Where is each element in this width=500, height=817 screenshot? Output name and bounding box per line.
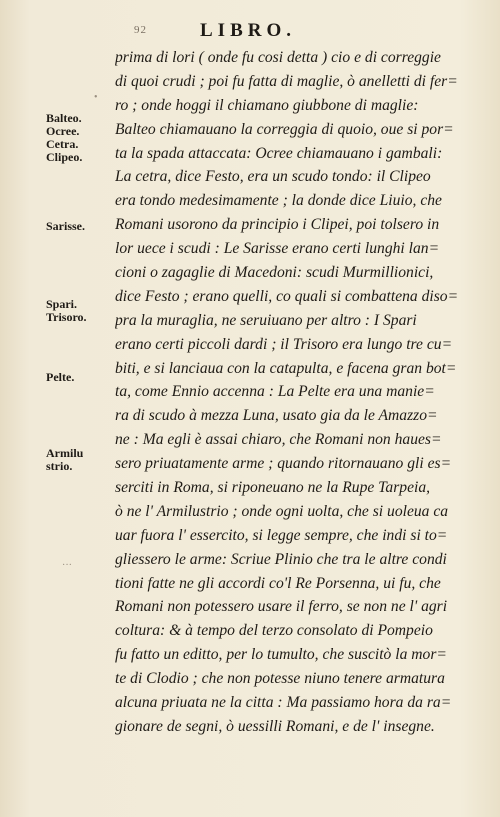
text-line: coltura: & à tempo del terzo consolato di Pompeio: [115, 622, 433, 640]
body-text: [115, 46, 487, 739]
text-line: biti, e si lanciaua con la catapulta, e facena gran bot=: [115, 359, 457, 377]
running-header: [134, 20, 420, 42]
margin-note-line: Clipeo.: [46, 150, 83, 164]
text-line: ta la spada attaccata: Ocree chiamauano i gambali:: [115, 144, 443, 162]
margin-note-line: Spari.: [46, 297, 78, 311]
text-line: di quoi crudi ; poi fu fatta di maglie, ò anelletti di fer=: [115, 72, 458, 90]
margin-note-line: Ocree.: [46, 124, 80, 138]
text-line: gliessero le arme: Scriue Plinio che tra le altre condi: [115, 550, 447, 568]
text-line: era tondo medesimamente ; la donde dice Liuio, che: [115, 192, 442, 210]
text-line: te di Clodio ; che non potesse niuno tenere armatura: [115, 670, 445, 688]
text-line: dice Festo ; erano quelli, co quali si combattena diso=: [115, 287, 459, 305]
margin-note-line: Cetra.: [46, 137, 79, 151]
margin-note-line: Armilu: [46, 446, 84, 460]
margin-note-sarisse: [46, 220, 112, 233]
margin-note-line: Balteo.: [46, 111, 82, 125]
text-line: ra di scudo à mezza Luna, usato gia da le Amazzo=: [115, 407, 438, 425]
ink-mark: •: [94, 92, 98, 103]
text-line: lor uece i scudi : Le Sarisse erano certi lunghi lan=: [115, 240, 440, 258]
text-line: ro ; onde hoggi il chiamano giubbone di maglie:: [115, 96, 419, 114]
text-line: Balteo chiamauano la correggia di quoio, oue si por=: [115, 120, 454, 138]
header-title: LIBRO.: [200, 20, 296, 41]
text-line: gionare de segni, ò uessilli Romani, e de l' insegne.: [115, 717, 435, 735]
margin-note-spari: [46, 298, 112, 324]
text-line: ò ne l' Armilustrio ; onde ogni uolta, che si uoleua ca: [115, 502, 449, 520]
margin-note-line: Sarisse.: [46, 219, 85, 233]
text-line: fu fatto un editto, per lo tumulto, che suscitò la mor=: [115, 646, 447, 664]
text-line: alcuna priuata ne la citta : Ma passiamo hora da ra=: [115, 694, 452, 712]
text-line: erano certi piccoli dardi ; il Trisoro era lungo tre cu=: [115, 335, 453, 353]
margin-note-line: Trisoro.: [46, 310, 87, 324]
text-line: pra la muraglia, ne seruiuano per altro : I Spari: [115, 311, 417, 329]
margin-note-pelte: [46, 371, 112, 384]
text-line: tioni fatte ne gli accordi co'l Re Porsenna, ui fu, che: [115, 574, 441, 592]
margin-note-line: Pelte.: [46, 370, 75, 384]
text-line: prima di lori ( onde fu cosi detta ) cio e di correggie: [115, 49, 441, 66]
margin-note-balteo: [46, 112, 112, 164]
text-line: Romani non potessero usare il ferro, se non ne l' agri: [115, 598, 448, 616]
text-line: serciti in Roma, si riponeuano ne la Rupe Tarpeia,: [115, 479, 431, 497]
page-number: 92: [134, 24, 147, 36]
text-line: uar fuora l' essercito, si legge sempre, che indi si to=: [115, 526, 448, 544]
text-line: Romani usorono da principio i Clipei, poi tolsero in: [115, 216, 440, 234]
margin-note-line: strio.: [46, 459, 73, 473]
text-line: ne : Ma egli è assai chiaro, che Romani non haues=: [115, 431, 442, 449]
text-line: sero priuatamente arme ; quando ritornauano gli es=: [115, 455, 452, 473]
margin-note-armilustrio: [46, 447, 112, 473]
text-line: cioni o zagaglie di Macedoni: scudi Murmillionici,: [115, 264, 434, 282]
text-line: ta, come Ennio accenna : La Pelte era una manie=: [115, 383, 435, 401]
text-line: La cetra, dice Festo, era un scudo tondo: il Clipeo: [115, 168, 431, 186]
ink-smudge: ···: [62, 560, 72, 571]
